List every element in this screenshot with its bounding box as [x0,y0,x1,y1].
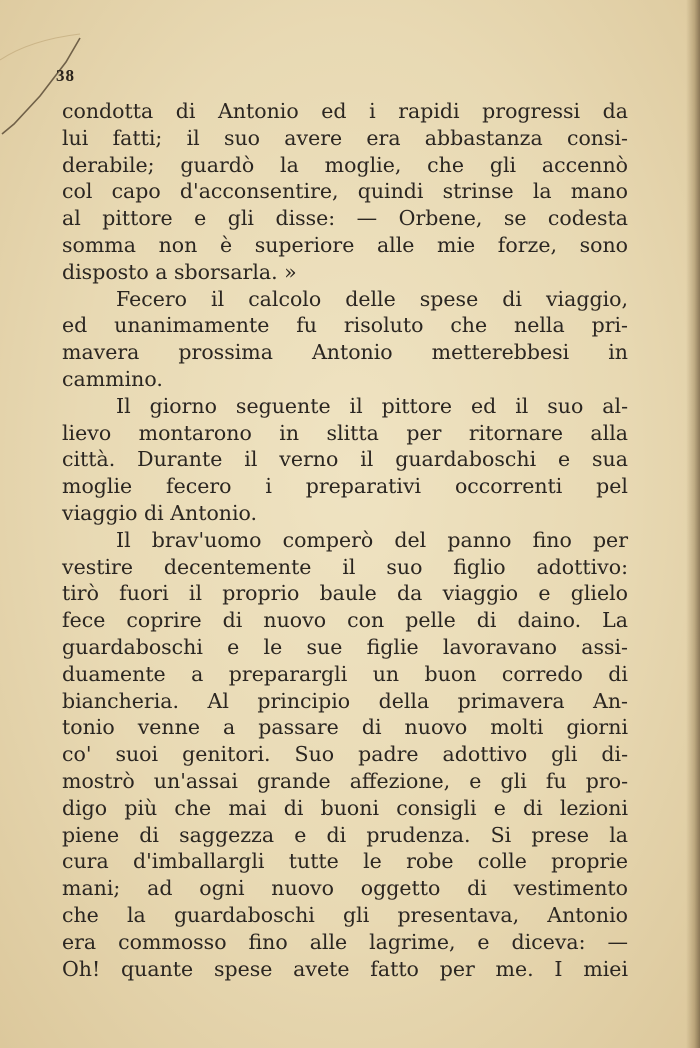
page-edge-shadow [686,0,700,1048]
text-line: mavera prossima Antonio metterebbesi in [62,340,628,365]
text-line: col capo d'acconsentire, quindi strinse la mano [62,179,628,204]
body-text [62,98,628,982]
text-line: che la guardaboschi gli presentava, Antonio [62,902,628,927]
text-line: co' suoi genitori. Suo padre adottivo gli di- [62,742,628,767]
text-line: somma non è superiore alle mie forze, sono [62,232,628,257]
text-line: cura d'imballargli tutte le robe colle proprie [62,849,628,874]
text-line: condotta di Antonio ed i rapidi progressi da [62,99,628,123]
text-line: viaggio di Antonio. [62,500,258,525]
text-line: tirò fuori il proprio baule da viaggio e glielo [62,581,628,606]
text-line: Il brav'uomo comperò del panno fino per [116,527,628,552]
text-line: lui fatti; il suo avere era abbastanza consi- [62,125,628,150]
text-line: tonio venne a passare di nuovo molti giorni [62,715,628,740]
text-line: era commosso fino alle lagrime, e diceva: — [62,929,628,954]
text-line: digo più che mai di buoni consigli e di lezioni [62,795,628,820]
text-line: città. Durante il verno il guardaboschi e sua [62,447,628,472]
text-line: fece coprire di nuovo con pelle di daino. La [62,608,628,633]
text-line: duamente a preparargli un buon corredo di [62,661,628,686]
text-line: Il giorno seguente il pittore ed il suo al- [116,393,628,418]
text-line: disposto a sborsarla. » [62,259,297,284]
text-line: mani; ad ogni nuovo oggetto di vestimento [62,876,628,901]
text-line: moglie fecero i preparativi occorrenti pel [62,474,628,499]
text-line: al pittore e gli disse: — Orbene, se codesta [62,206,628,231]
text-line: lievo montarono in slitta per ritornare alla [62,420,628,445]
text-line: biancheria. Al principio della primavera An- [62,688,628,713]
text-line: derabile; guardò la moglie, che gli accennò [62,152,628,177]
text-line: vestire decentemente il suo figlio adottivo: [62,554,628,579]
text-line: cammino. [62,366,163,391]
text-line: guardaboschi e le sue figlie lavoravano assi- [62,634,628,659]
text-line: Fecero il calcolo delle spese di viaggio, [116,286,628,311]
text-line: ed unanimamente fu risoluto che nella pri- [62,313,628,338]
text-line: Oh! quante spese avete fatto per me. I miei [62,956,628,981]
text-line: mostrò un'assai grande affezione, e gli fu pro- [62,768,628,793]
page-number: 38 [56,66,75,85]
text-line: piene di saggezza e di prudenza. Si prese la [62,822,628,847]
